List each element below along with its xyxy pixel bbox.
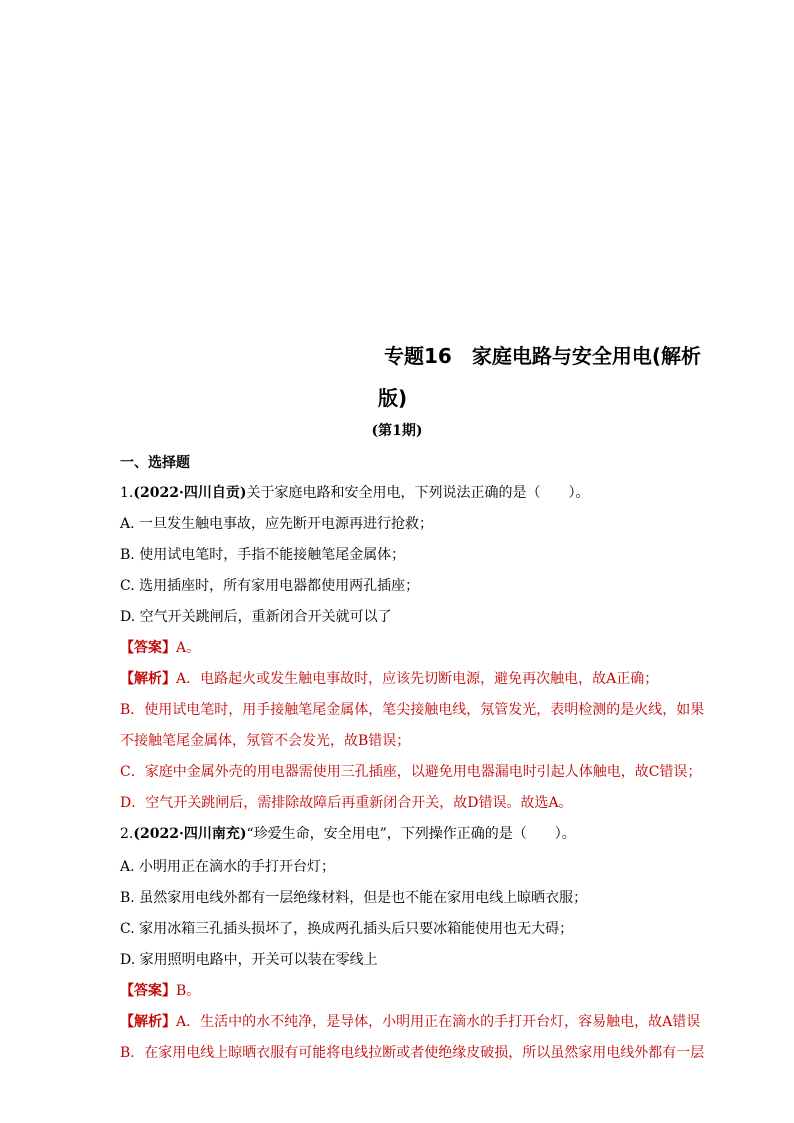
analysis-tag: 【解析】 (120, 1014, 176, 1030)
doc-subtitle: (第1期) (371, 423, 423, 439)
question-number: 1. (120, 485, 134, 501)
analysis-text: A．电路起火或发生触电事故时，应该先切断电源，避免再次触电，故A正确； (176, 671, 659, 687)
answer-tag: 【答案】 (120, 983, 176, 999)
question-text: “珍爱生命，安全用电”，下列操作正确的是（ ）。 (246, 826, 576, 842)
analysis-tag: 【解析】 (120, 671, 176, 687)
q2-analysis-line-1 (120, 1012, 700, 1032)
q1-option-c: C. 选用插座时，所有家用电器都使用两孔插座； (120, 578, 420, 594)
section-heading: 一、选择题 (120, 455, 190, 471)
q2-option-c: C. 家用冰箱三孔插头损坏了，换成两孔插头后只要冰箱能使用也无大碍； (120, 921, 574, 937)
q2-option-d: D. 家用照明电路中，开关可以装在零线上 (120, 952, 378, 968)
q1-answer (120, 638, 200, 658)
doc-title-line1: 专题16 家庭电路与安全用电(解析 (384, 344, 701, 368)
q1-option-d: D. 空气开关跳闸后，重新闭合开关就可以了 (120, 609, 392, 625)
question-text: 关于家庭电路和安全用电，下列说法正确的是（ ）。 (246, 485, 590, 501)
q2-analysis-line-2: B．在家用电线上晾晒衣服有可能将电线拉断或者使绝缘皮破损，所以虽然家用电线外都有一层 (120, 1045, 705, 1061)
question-1-stem (120, 483, 589, 503)
question-source: (2022·四川南充) (133, 826, 247, 842)
answer-value: B。 (176, 983, 201, 999)
answer-value: A。 (176, 640, 201, 656)
answer-tag: 【答案】 (120, 640, 176, 656)
doc-title-line2: 版) (378, 386, 408, 410)
q1-option-b: B. 使用试电笔时，手指不能接触笔尾金属体； (120, 547, 406, 563)
question-2-stem (120, 824, 576, 844)
question-number: 2. (120, 826, 134, 842)
q1-analysis-line-5: D．空气开关跳闸后，需排除故障后再重新闭合开关，故D错误。故选A。 (120, 795, 573, 811)
q2-option-b: B. 虽然家用电线外都有一层绝缘材料，但是也不能在家用电线上晾晒衣服； (120, 890, 588, 906)
q1-analysis-line-4: C．家庭中金属外壳的用电器需使用三孔插座，以避免用电器漏电时引起人体触电，故C错误； (120, 764, 702, 780)
q1-option-a: A. 一旦发生触电事故，应先断开电源再进行抢救； (120, 516, 434, 532)
q1-analysis-line-3: 不接触笔尾金属体，氖管不会发光，故B错误； (120, 733, 411, 749)
q1-analysis-line-1 (120, 669, 658, 689)
q2-answer (120, 981, 200, 1001)
q2-option-a: A. 小明用正在滴水的手打开台灯； (120, 859, 336, 875)
question-source: (2022·四川自贡) (133, 485, 247, 501)
analysis-text: A．生活中的水不纯净，是导体，小明用正在滴水的手打开台灯，容易触电，故A错误 (176, 1014, 701, 1030)
q1-analysis-line-2: B．使用试电笔时，用手接触笔尾金属体，笔尖接触电线，氖管发光，表明检测的是火线，如果 (120, 702, 705, 718)
